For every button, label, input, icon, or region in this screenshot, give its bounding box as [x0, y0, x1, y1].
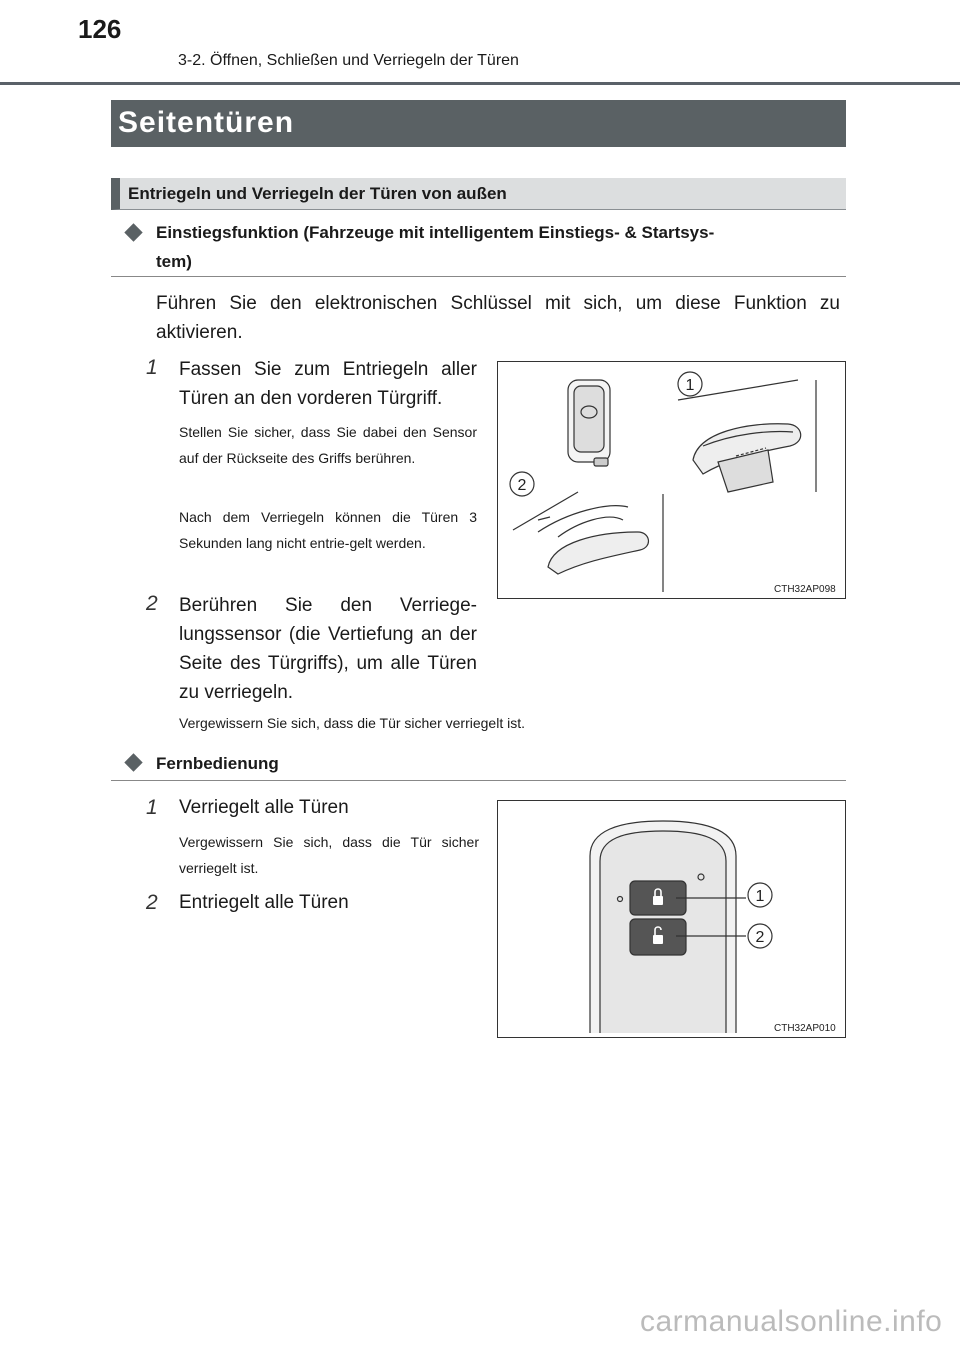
step-number: 2 — [146, 592, 158, 615]
entry-function-heading-line2: tem) — [156, 252, 192, 271]
figure-code: CTH32AP010 — [774, 1023, 836, 1034]
figure-callout: 2 — [517, 477, 527, 494]
heading-rule — [111, 276, 846, 277]
remote-key-figure — [497, 800, 846, 1038]
step-note: Vergewissern Sie sich, dass die Tür sicher verriegelt ist. — [179, 715, 525, 731]
diamond-bullet-icon — [124, 223, 142, 241]
smart-key-icon — [568, 380, 610, 466]
figure-callout: 1 — [685, 377, 695, 394]
step-note: Nach dem Verriegeln können die Türen 3 Sekunden lang nicht entrie-gelt werden. — [179, 509, 477, 551]
entry-function-intro: Führen Sie den elektronischen Schlüssel mit sich, um diese Funktion zu aktivieren. — [156, 293, 840, 343]
step-text: Fassen Sie zum Entriegeln aller Türen an den vorderen Türgriff. — [179, 359, 477, 409]
figure-callout: 1 — [755, 888, 765, 905]
step-text: Entriegelt alle Türen — [179, 892, 349, 913]
heading-rule — [111, 780, 846, 781]
door-handle-upper-icon — [678, 380, 816, 492]
smart-key-icon — [590, 821, 736, 1033]
header-rule — [0, 82, 960, 85]
door-handle-lower-icon — [513, 492, 663, 592]
entry-function-heading — [156, 218, 846, 276]
door-handle-illustration — [498, 362, 845, 598]
step-text: Verriegelt alle Türen — [179, 797, 349, 818]
remote-heading: Fernbedienung — [156, 754, 279, 773]
entry-function-heading-line1: Einstiegsfunktion (Fahrzeuge mit intelligentem Einstiegs- & Startsys- — [156, 223, 715, 242]
step-text: Berühren Sie den Verriege-lungssensor (die Vertiefung an der Seite des Türgriffs), um alle Türen zu verriegeln. — [179, 595, 477, 703]
door-handle-figure — [497, 361, 846, 599]
remote-key-illustration — [498, 801, 845, 1037]
step-number: 2 — [146, 891, 158, 914]
chapter-title: 3-2. Öffnen, Schließen und Verriegeln der Türen — [178, 52, 519, 69]
figure-code: CTH32AP098 — [774, 584, 836, 595]
subsection-title: Entriegeln und Verriegeln der Türen von außen — [128, 184, 507, 203]
diamond-bullet-icon — [124, 753, 142, 771]
step-number: 1 — [146, 796, 158, 819]
page-number: 126 — [78, 14, 122, 44]
step-note: Stellen Sie sicher, dass Sie dabei den Sensor auf der Rückseite des Griffs berühren. — [179, 424, 477, 466]
watermark: carmanualsonline.info — [640, 1305, 943, 1338]
section-title: Seitentüren — [118, 106, 295, 139]
figure-callout: 2 — [755, 929, 765, 946]
step-number: 1 — [146, 356, 158, 379]
step-note: Vergewissern Sie sich, dass die Tür sicher verriegelt ist. — [179, 834, 479, 876]
